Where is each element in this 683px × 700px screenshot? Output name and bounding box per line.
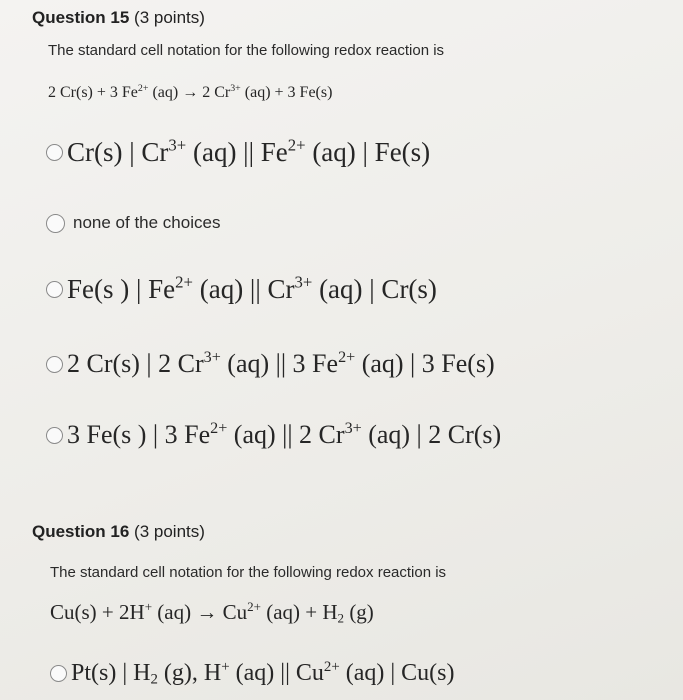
option-notation [71,660,455,687]
option-label: none of the choices [73,213,221,232]
reaction-charge: + [144,598,153,614]
question-15-title [32,8,205,28]
reaction-charge: 3+ [230,82,241,94]
notation-part: (aq) || Fe [186,137,288,167]
question-15-reaction [48,84,332,102]
notation-part: (aq) | 3 Fe(s) [355,349,495,378]
option-notation [67,349,495,379]
reaction-part: 2 Cr(s) + 3 Fe [48,84,138,101]
notation-part: (aq) | 2 Cr(s) [361,420,502,449]
notation-part: (aq) || 3 Fe [220,349,339,378]
q15-option-1[interactable] [46,137,430,168]
notation-charge: 3+ [344,420,362,438]
radio-button-icon[interactable] [46,356,63,373]
reaction-part: (aq) + H [260,600,338,624]
q15-option-5[interactable] [46,420,501,450]
option-notation [67,137,430,168]
reaction-charge: 2+ [247,598,261,614]
notation-part: (aq) || Cu [229,660,324,686]
notation-charge: 3+ [203,349,221,367]
notation-charge: 2+ [323,658,340,675]
notation-part: 3 Fe(s ) | 3 Fe [67,420,211,449]
radio-button-icon[interactable] [46,214,65,233]
notation-part: (aq) | Cu(s) [339,660,455,686]
reaction-charge: 2+ [137,82,149,94]
notation-charge: 3+ [294,272,313,292]
option-notation [67,420,501,450]
notation-charge: 2+ [210,420,228,438]
question-15-stem: The standard cell notation for the following redox reaction is [48,42,445,59]
notation-part: Pt(s) | H [71,660,151,686]
notation-charge: 3+ [168,135,187,155]
question-number: Question 15 [32,8,130,27]
notation-part: Fe(s ) | Fe [67,274,176,304]
notation-part: (aq) | Cr(s) [312,274,437,304]
question-16-title [32,522,205,542]
q15-option-4[interactable] [46,349,495,379]
reaction-part: (g) [344,600,374,624]
notation-charge: + [221,658,230,675]
question-16-reaction [50,600,374,625]
notation-part: (g), H [157,660,222,686]
question-16-stem: The standard cell notation for the following redox reaction is [50,564,447,581]
radio-button-icon[interactable] [46,427,63,444]
notation-part: (aq) | Fe(s) [305,137,431,167]
notation-part: Cr(s) | Cr [67,137,169,167]
q15-option-2[interactable] [46,213,220,233]
notation-part: (aq) || Cr [192,274,295,304]
reaction-subscript: 2 [337,610,345,626]
notation-subscript: 2 [150,671,158,688]
reaction-part: Cu(s) + 2H [50,600,145,624]
question-points: (3 points) [134,522,205,541]
notation-part: (aq) || 2 Cr [227,420,345,449]
question-points: (3 points) [134,8,205,27]
radio-button-icon[interactable] [46,144,63,161]
reaction-part: (aq) → Cu [152,600,248,624]
q16-option-1[interactable] [50,660,455,687]
notation-charge: 2+ [175,272,193,292]
q15-option-3[interactable] [46,274,437,305]
radio-button-icon[interactable] [50,665,67,682]
reaction-part: (aq) + 3 Fe(s) [240,84,333,101]
option-notation [67,274,437,305]
reaction-part: (aq) → 2 Cr [148,84,231,101]
notation-part: 2 Cr(s) | 2 Cr [67,349,204,378]
question-number: Question 16 [32,522,130,541]
radio-button-icon[interactable] [46,281,63,298]
notation-charge: 2+ [338,349,356,367]
notation-charge: 2+ [287,135,306,155]
